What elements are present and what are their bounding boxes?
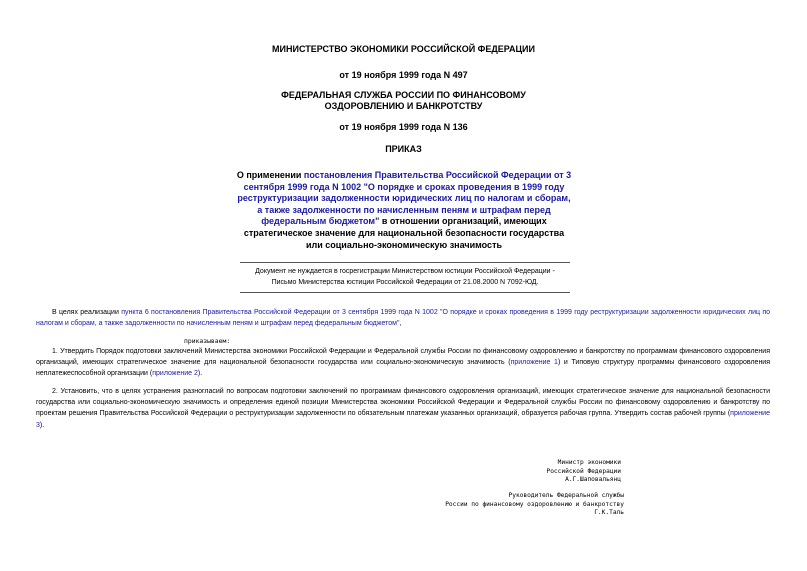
note-line2: Письмо Министерства юстиции Российской Федерации от 21.08.2000 N 7092-ЮД. <box>271 279 539 286</box>
appendix-2-link[interactable]: приложение 2 <box>152 370 198 378</box>
service-title-line1: ФЕДЕРАЛЬНАЯ СЛУЖБА РОССИИ ПО ФИНАНСОВОМУ <box>281 90 526 100</box>
item-2-paragraph <box>36 386 770 431</box>
signature-minister-line2: Российской Федерации <box>546 467 621 475</box>
registration-note <box>240 266 570 288</box>
signature-minister-name: А.Г.Шаповальянц <box>565 476 621 484</box>
signature-service-line2: России по финансовому оздоровлению и банкротству <box>445 500 624 508</box>
appendix-1-link[interactable]: приложение 1 <box>510 359 558 367</box>
service-title-line2: ОЗДОРОВЛЕНИЮ И БАНКРОТСТВУ <box>324 101 483 111</box>
subject-prefix: О применении <box>236 170 304 180</box>
ministry-order-date: от 19 ноября 1999 года N 497 <box>339 70 468 80</box>
note-bottom-divider <box>240 292 570 293</box>
order-subject <box>236 170 572 251</box>
item-2-text-b: ). <box>39 421 45 429</box>
item-2-text-a: 2. Установить, что в целях устранения разногласий по вопросам подготовки заключений по программам финансового оздоровления организаций, имеющих стратегическое значение для национальной безопасности государства или социально-экономическую значимость и определения единой позиции Министерства экономики Российской Федерации и Федеральной службы России по финансовому оздоровлению и банкротству по проектам решения Правительства Российской Федерации о реструктуризации задолженности по обязательным платежам указанных организаций, образуется рабочая группа. Утвердить состав рабочей группы ( <box>36 388 770 418</box>
ministry-title: МИНИСТЕРСТВО ЭКОНОМИКИ РОССИЙСКОЙ ФЕДЕРАЦИИ <box>272 44 535 54</box>
appendix-3-link[interactable]: приложение 3 <box>36 410 770 429</box>
subject-suffix: в отношении организаций, имеющих стратегическое значение для национальной безопасности государства или социально-экономическую значимость <box>243 216 565 250</box>
note-line1: Документ не нуждается в госрегистрации Министерством юстиции Российской Федерации - <box>255 268 555 275</box>
item-1-text-a: 1. Утвердить Порядок подготовки заключений Министерства экономики Российской Федерации и Федеральной службы России по финансовому оздоровлению и банкротству по программам финансового оздоровления организаций, имеющих стратегическое значение для национальной безопасности государства или социально-экономическую значимость ( <box>36 348 770 367</box>
intro-prefix: В целях реализации <box>52 309 122 316</box>
signature-service-line1: Руководитель Федеральной службы <box>508 492 624 499</box>
subject-decree-link[interactable]: постановления Правительства Российской Федерации от 3 сентября 1999 года N 1002 "О порядке и сроках проведения в 1999 году реструктуризации задолженности юридических лиц по налогам и сборам, а также задолженности по начисленным пеням и штрафам перед федеральным бюджетом" <box>237 170 572 227</box>
intro-paragraph <box>36 307 770 329</box>
document-type: ПРИКАЗ <box>385 144 422 154</box>
signature-service-name: Г.К.Таль <box>594 509 624 517</box>
service-order-date: от 19 ноября 1999 года N 136 <box>339 122 468 132</box>
intro-decree-link[interactable]: пункта 6 постановления Правительства Российской Федерации от 3 сентября 1999 года N 1002 "О порядке и сроках проведения в 1999 году реструктуризации задолженности юридических лиц по налогам и сборам, а также задолженности по начисленным пеням и штрафам перед федеральным бюджетом" <box>36 309 770 328</box>
signature-service-head <box>445 492 624 518</box>
signature-minister-line1: Министр экономики <box>557 459 621 466</box>
item-1-paragraph <box>36 346 770 380</box>
note-top-divider <box>240 262 570 263</box>
intro-suffix: , <box>399 320 402 328</box>
item-1-text-b: ) и Типовую структуру программы финансового оздоровления неплатежеспособной организации ( <box>36 359 771 378</box>
order-word: приказываем: <box>184 337 231 345</box>
item-1-text-c: ). <box>197 370 203 378</box>
signature-minister <box>546 459 621 485</box>
